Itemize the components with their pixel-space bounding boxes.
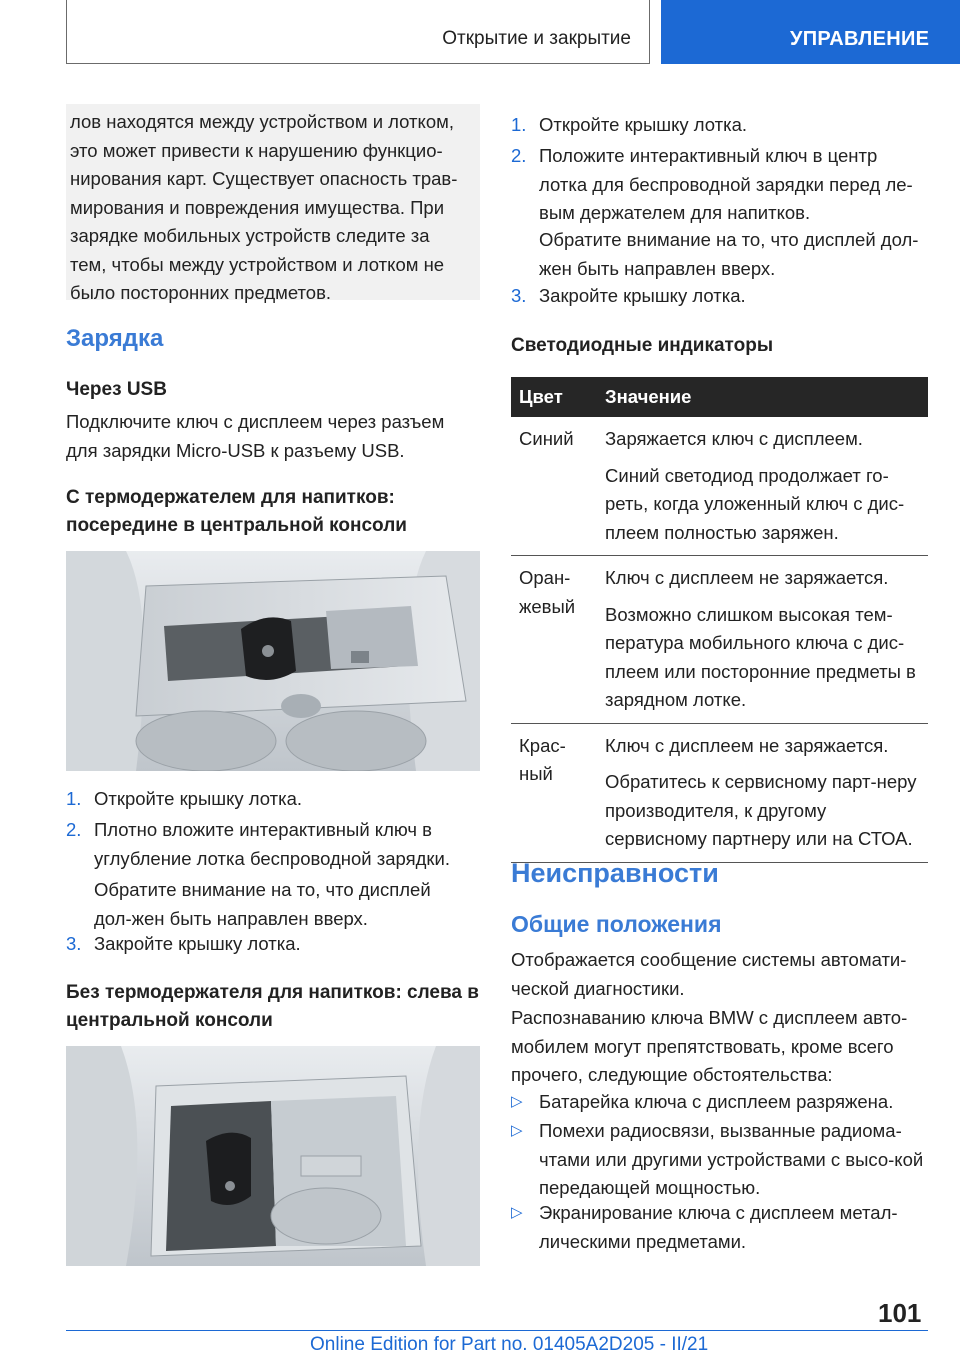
step-a-3: 3. Закройте крышку лотка.: [66, 933, 301, 954]
step-b-note: Обратите внимание на то, что дисплей дол-жен быть направлен вверх.: [539, 229, 919, 279]
led-meaning-cell: Ключ с дисплеем не заряжается. Возможно слишком высокая тем-пература мобильного ключа с дис-плеем или посторонние предметы в зарядном лотке.: [597, 556, 928, 724]
header-section-title: Открытие и закрытие: [442, 28, 631, 49]
led-table-header: [511, 377, 928, 417]
leds-heading: Светодиодные индикаторы: [511, 335, 774, 356]
header-section-box: [66, 0, 650, 64]
step-a-2: 2. Плотно вложите интерактивный ключ в углубление лотка беспроводной зарядки.: [66, 819, 450, 869]
led-table: [511, 377, 928, 863]
table-row: [511, 417, 928, 556]
console-photo-with-holder: [66, 551, 480, 771]
led-color-cell: Крас-ный: [511, 723, 597, 862]
usb-heading: Через USB: [66, 379, 167, 400]
noholder-heading: Без термодержателя для напитков: слева в центральной консоли: [66, 982, 479, 1031]
charging-heading: Зарядка: [66, 325, 164, 352]
warning-box: [66, 104, 480, 303]
usb-text: Подключите ключ с дисплеем через разъем для зарядки Micro-USB к разъему USB.: [66, 411, 445, 461]
general-paragraph-2: Распознаванию ключа BMW с дисплеем авто-мобилем могут препятствовать, кроме всего прочего, следующие обстоятельства:: [511, 1007, 908, 1085]
bullet-item: ▷ Экранирование ключа с дисплеем метал-лическими предметами.: [511, 1199, 928, 1259]
bullet-item: ▷ Помехи радиосвязи, вызванные радиома-чтами или другими устройствами с высо-кой передающей мощностью.: [511, 1117, 928, 1207]
led-meaning-cell: Ключ с дисплеем не заряжается. Обратитесь к сервисному парт-неру производителя, к другому сервисному партнеру или на СТОА.: [597, 723, 928, 862]
step-b-1: 1. Откройте крышку лотка.: [511, 114, 748, 135]
triangle-bullet-icon: ▷: [511, 1204, 523, 1221]
led-color-cell: Оран-жевый: [511, 556, 597, 724]
bullet-item: ▷ Батарейка ключа с дисплеем разряжена.: [511, 1088, 928, 1118]
general-paragraph-1: Отображается сообщение системы автомати-ческой диагностики.: [511, 949, 907, 999]
footer-edition: Online Edition for Part no. 01405A2D205 - II/21: [310, 1334, 709, 1355]
led-color-cell: Синий: [511, 417, 597, 556]
triangle-bullet-icon: ▷: [511, 1093, 523, 1110]
header-chapter-title: УПРАВЛЕНИЕ: [790, 28, 930, 50]
warning-text: лов находятся между устройством и лотком, это может привести к нарушению функцио-нирования карт. Существует опасность трав-мирования и повреждения имущества. При зарядке мобильных устройств следите за тем, чтобы между устройством и лотком не было посторонних предметов.: [70, 111, 458, 303]
table-row: [511, 723, 928, 862]
step-b-3: 3. Закройте крышку лотка.: [511, 285, 746, 306]
footer-divider: [66, 1330, 928, 1331]
col-meaning-header: Значение: [597, 377, 928, 417]
console-photo-without-holder: [66, 1046, 480, 1266]
general-heading: Общие положения: [511, 911, 722, 937]
table-row: [511, 556, 928, 724]
col-color-header: Цвет: [511, 377, 597, 417]
step-b-2: 2. Положите интерактивный ключ в центр лотка для беспроводной зарядки перед ле-вым держателем для напитков.: [511, 145, 913, 223]
triangle-bullet-icon: ▷: [511, 1122, 523, 1139]
page-number: 101: [878, 1298, 922, 1328]
step-a-1: 1. Откройте крышку лотка.: [66, 788, 303, 809]
faults-heading: Неисправности: [511, 858, 719, 888]
holder-heading: С термодержателем для напитков: посередине в центральной консоли: [66, 487, 407, 536]
led-meaning-cell: Заряжается ключ с дисплеем. Синий светодиод продолжает го-реть, когда уложенный ключ с дис-плеем полностью заряжен.: [597, 417, 928, 556]
step-a-note: Обратите внимание на то, что дисплей дол-жен быть направлен вверх.: [94, 879, 431, 929]
